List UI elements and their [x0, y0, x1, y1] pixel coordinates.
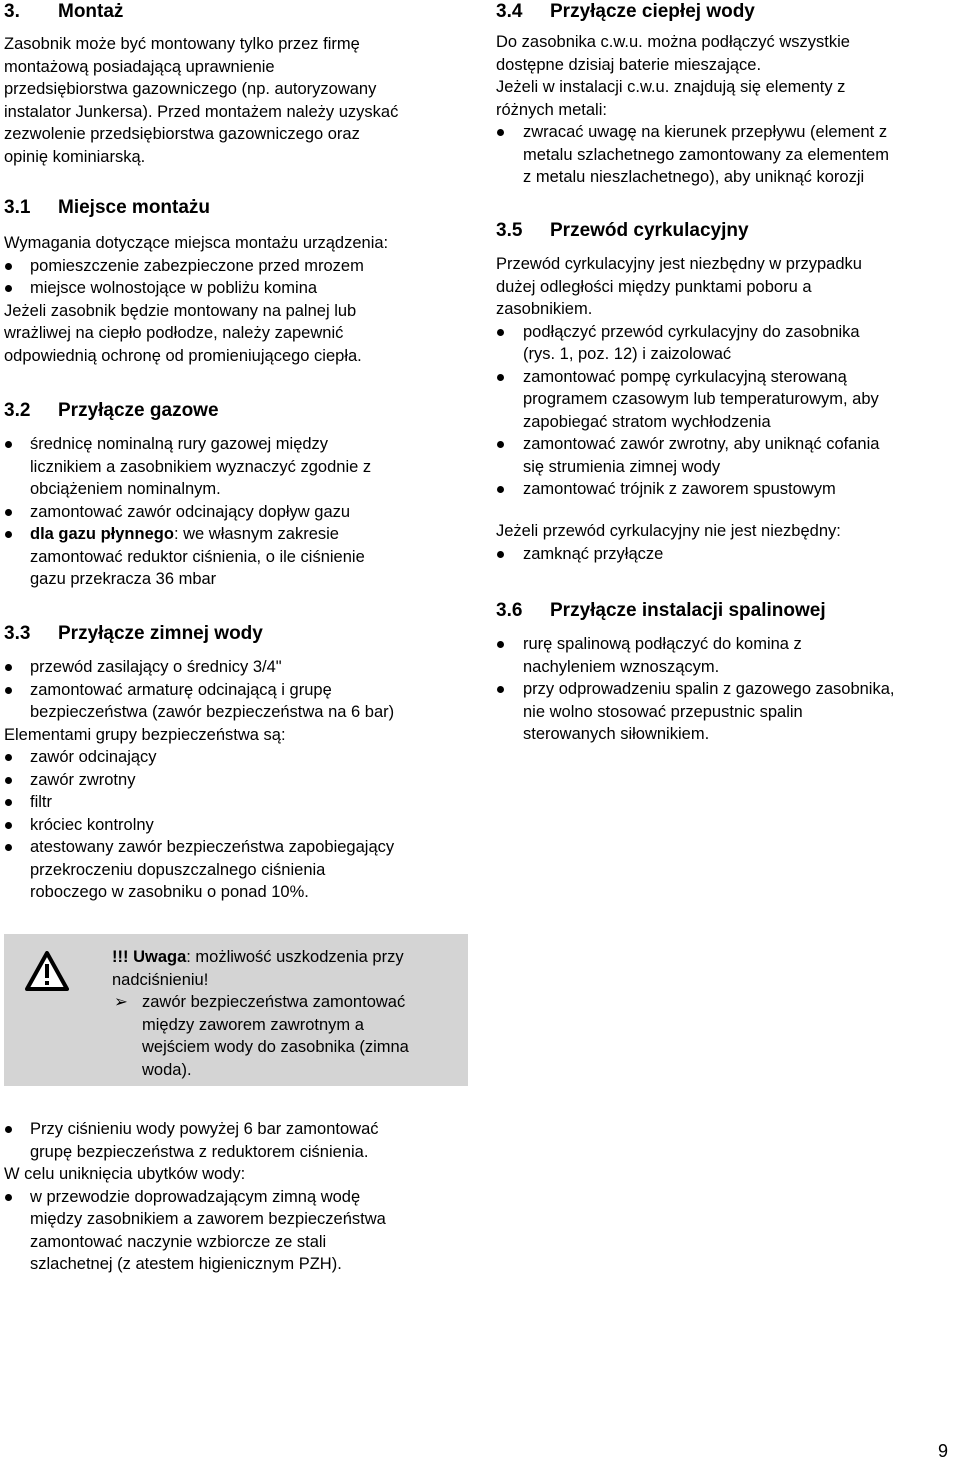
- list-item: miejsce wolnostojące w pobliżu komina: [4, 277, 464, 300]
- list-item: [4, 1118, 466, 1163]
- list-item: [4, 656, 466, 679]
- section-number: 3.2: [4, 400, 31, 421]
- text-line: przekroczeniu dopuszczalnego ciśnienia: [30, 860, 326, 879]
- bullet-list: [4, 656, 466, 724]
- text-line: montażową posiadającą uprawnienie: [4, 57, 275, 76]
- text-line: Elementami grupy bezpieczeństwa są:: [4, 725, 286, 744]
- section-title: Przyłącze ciepłej wody: [550, 1, 755, 22]
- text-line: zamontować armaturę odcinającą i grupę: [30, 680, 332, 699]
- text-line: licznikiem a zasobnikiem wyznaczyć zgodnie z: [30, 457, 372, 476]
- list-item: [4, 791, 466, 814]
- bullet-list: [496, 321, 960, 501]
- list-item: [4, 746, 466, 769]
- text-line: zamknąć przyłącze: [523, 544, 664, 563]
- section-3-text: [4, 33, 464, 168]
- list-item: [4, 523, 464, 591]
- list-item: [4, 679, 466, 724]
- text-line: Jeżeli przewód cyrkulacyjny nie jest niezbędny:: [496, 522, 841, 540]
- list-item: [4, 1186, 466, 1276]
- text-line: zapobiegać stratom wychłodzenia: [523, 412, 771, 431]
- text-line: króciec kontrolny: [30, 815, 154, 834]
- text-line: dużej odległości między punktami poboru a: [496, 277, 812, 296]
- text-line: się strumienia zimnej wody: [523, 457, 721, 476]
- text-line: zamontować reduktor ciśnienia, o ile ciśnienie: [30, 547, 365, 566]
- arrow-bullet-icon: ➢: [114, 993, 128, 1011]
- list-item: [496, 321, 960, 366]
- text-line: wejściem wody do zasobnika (zimna: [142, 1038, 409, 1056]
- text-line: obciążeniem nominalnym.: [30, 480, 221, 498]
- text-line: różnych metali:: [496, 100, 607, 119]
- text-line: metalu szlachetnego zamontowany za elementem: [523, 145, 889, 164]
- page-number: 9: [938, 1441, 949, 1461]
- list-item: [4, 769, 466, 792]
- text-line: (rys. 1, poz. 12) i zaizolować: [523, 345, 732, 363]
- section-3-5-heading: [496, 219, 749, 243]
- text-line: zamontować pompę cyrkulacyjną sterowaną: [523, 367, 847, 386]
- text-line: rurę spalinową podłączyć do komina z: [523, 635, 802, 653]
- warning-label: Uwaga: [133, 948, 187, 966]
- section-3-2-heading: [4, 399, 219, 423]
- bullet-list: [4, 255, 464, 300]
- section-title: Miejsce montażu: [58, 197, 211, 218]
- text-line: zwracać uwagę na kierunek przepływu (element z: [523, 123, 888, 141]
- text-line: podłączyć przewód cyrkulacyjny do zasobnika: [523, 322, 860, 341]
- text-line: zamontować zawór odcinający dopływ gazu: [30, 502, 351, 521]
- section-3-heading: [4, 0, 123, 24]
- text-line: Jeżeli w instalacji c.w.u. znajdują się elementy z: [496, 78, 846, 96]
- section-3-3-heading: [4, 622, 263, 646]
- section-title: Przyłącze instalacji spalinowej: [550, 600, 826, 621]
- warning-triangle-icon: [25, 951, 69, 991]
- section-3-6-heading: [496, 599, 826, 623]
- text-line: filtr: [30, 793, 52, 811]
- list-item: [496, 366, 960, 434]
- section-title: Przyłącze gazowe: [58, 400, 219, 421]
- text-line: wrażliwej na ciepło podłodze, należy zapewnić: [4, 324, 344, 342]
- text-line: programem czasowym lub temperaturowym, aby: [523, 390, 879, 408]
- text-line: atestowany zawór bezpieczeństwa zapobiegający: [30, 838, 395, 856]
- text-line: z metalu nieszlachetnego), aby uniknąć korozji: [523, 168, 865, 186]
- section-3-5-body: [496, 253, 960, 501]
- section-number: 3.4: [496, 1, 523, 22]
- text-line: sterowanych siłownikiem.: [523, 725, 710, 743]
- warning-prefix: !!!: [112, 948, 134, 966]
- warning-line: nadciśnieniu!: [112, 970, 209, 989]
- bottom-notes: [4, 1118, 466, 1276]
- section-number: 3.6: [496, 600, 523, 621]
- text-line: zamontować zawór zwrotny, aby uniknąć cofania: [523, 435, 880, 453]
- section-3-4-heading: [496, 0, 755, 24]
- safety-group-list: [4, 746, 466, 904]
- text-span: : możliwość uszkodzenia przy: [186, 948, 404, 966]
- section-3-5-note: [496, 520, 960, 565]
- text-line: Przy ciśnieniu wody powyżej 6 bar zamontować: [30, 1120, 379, 1138]
- list-item: [4, 501, 464, 524]
- text-line: opinię kominiarską.: [4, 147, 146, 166]
- section-number: 3.5: [496, 220, 523, 241]
- text-line: odpowiednią ochronę od promieniującego ciepła.: [4, 346, 362, 365]
- text-line: roboczego w zasobniku o ponad 10%.: [30, 883, 309, 901]
- text-line: w przewodzie doprowadzającym zimną wodę: [30, 1187, 361, 1206]
- list-item: [496, 633, 960, 678]
- section-3-4-body: [496, 31, 960, 189]
- list-item: [496, 433, 960, 478]
- section-number: 3.: [4, 1, 20, 22]
- text-line: zasobnikiem.: [496, 300, 593, 318]
- bullet-list: [496, 543, 960, 566]
- text-line: nachyleniem wznoszącym.: [523, 657, 720, 676]
- text-line: zamontować naczynie wzbiorcze ze stali: [30, 1232, 327, 1251]
- text-line: przewód zasilający o średnicy 3/4": [30, 658, 282, 676]
- section-3-1-body: [4, 232, 464, 367]
- list-item: [4, 433, 464, 501]
- list-item: [496, 678, 960, 746]
- text-line: szlachetnej (z atestem higienicznym PZH).: [30, 1255, 342, 1273]
- list-item: [496, 543, 960, 566]
- warning-item: [112, 991, 462, 1081]
- text-line: instalator Junkersa). Przed montażem należy uzyskać: [4, 102, 399, 121]
- section-title: Przyłącze zimnej wody: [58, 623, 263, 644]
- text-line: między zasobnikiem a zaworem bezpieczeństwa: [30, 1210, 386, 1228]
- text-line: Do zasobnika c.w.u. można podłączyć wszystkie: [496, 33, 850, 51]
- text-line: bezpieczeństwa (zawór bezpieczeństwa na 6 bar): [30, 703, 395, 721]
- list-item: [496, 478, 960, 501]
- bullet-list: [496, 121, 960, 189]
- text-span: : we własnym zakresie: [173, 525, 339, 543]
- intro-text: Wymagania dotyczące miejsca montażu urządzenia:: [4, 234, 389, 252]
- text-line: zamontować trójnik z zaworem spustowym: [523, 480, 836, 498]
- section-title: Montaż: [58, 1, 124, 22]
- bullet-list: [4, 1186, 466, 1276]
- warning-box: [4, 934, 468, 1086]
- text-line: między zaworem zawrotnym a: [142, 1015, 364, 1034]
- text-line: gazu przekracza 36 mbar: [30, 570, 217, 588]
- text-line: Zasobnik może być montowany tylko przez firmę: [4, 35, 360, 53]
- gas-bullet-list: [4, 433, 464, 591]
- text-line: woda).: [142, 1060, 192, 1079]
- section-number: 3.1: [4, 197, 31, 218]
- text-line: średnicę nominalną rury gazowej między: [30, 435, 329, 453]
- list-item: pomieszczenie zabezpieczone przed mrozem: [4, 255, 464, 278]
- text-line: zawór odcinający: [30, 748, 157, 766]
- section-3-3-body: [4, 656, 466, 904]
- section-title: Przewód cyrkulacyjny: [550, 220, 749, 241]
- section-3-1-heading: [4, 196, 210, 220]
- text-line: przy odprowadzeniu spalin z gazowego zasobnika,: [523, 680, 895, 698]
- section-number: 3.3: [4, 623, 31, 644]
- text-line: grupę bezpieczeństwa z reduktorem ciśnienia.: [30, 1142, 369, 1161]
- text-line: nie wolno stosować przepustnic spalin: [523, 702, 803, 721]
- bullet-list: [496, 633, 960, 746]
- warning-text: [112, 946, 462, 1081]
- text-line: Przewód cyrkulacyjny jest niezbędny w przypadku: [496, 255, 862, 273]
- text-line: przedsiębiorstwa gazowniczego (np. autoryzowany: [4, 80, 377, 98]
- text-line: zawór bezpieczeństwa zamontować: [142, 993, 406, 1011]
- text-line: zawór zwrotny: [30, 770, 136, 789]
- text-line: [30, 523, 464, 546]
- list-item: [4, 814, 466, 837]
- list-item: [496, 121, 960, 189]
- bullet-list: [4, 1118, 466, 1163]
- warning-line: [112, 946, 462, 969]
- text-line: Jeżeli zasobnik będzie montowany na palnej lub: [4, 301, 357, 320]
- text-line: W celu uniknięcia ubytków wody:: [4, 1165, 246, 1183]
- list-item: [4, 836, 466, 904]
- text-line: dostępne dzisiaj baterie mieszające.: [496, 55, 762, 74]
- text-line: zezwolenie przedsiębiorstwa gazowniczego oraz: [4, 125, 360, 143]
- bold-term: dla gazu płynnego: [30, 525, 174, 543]
